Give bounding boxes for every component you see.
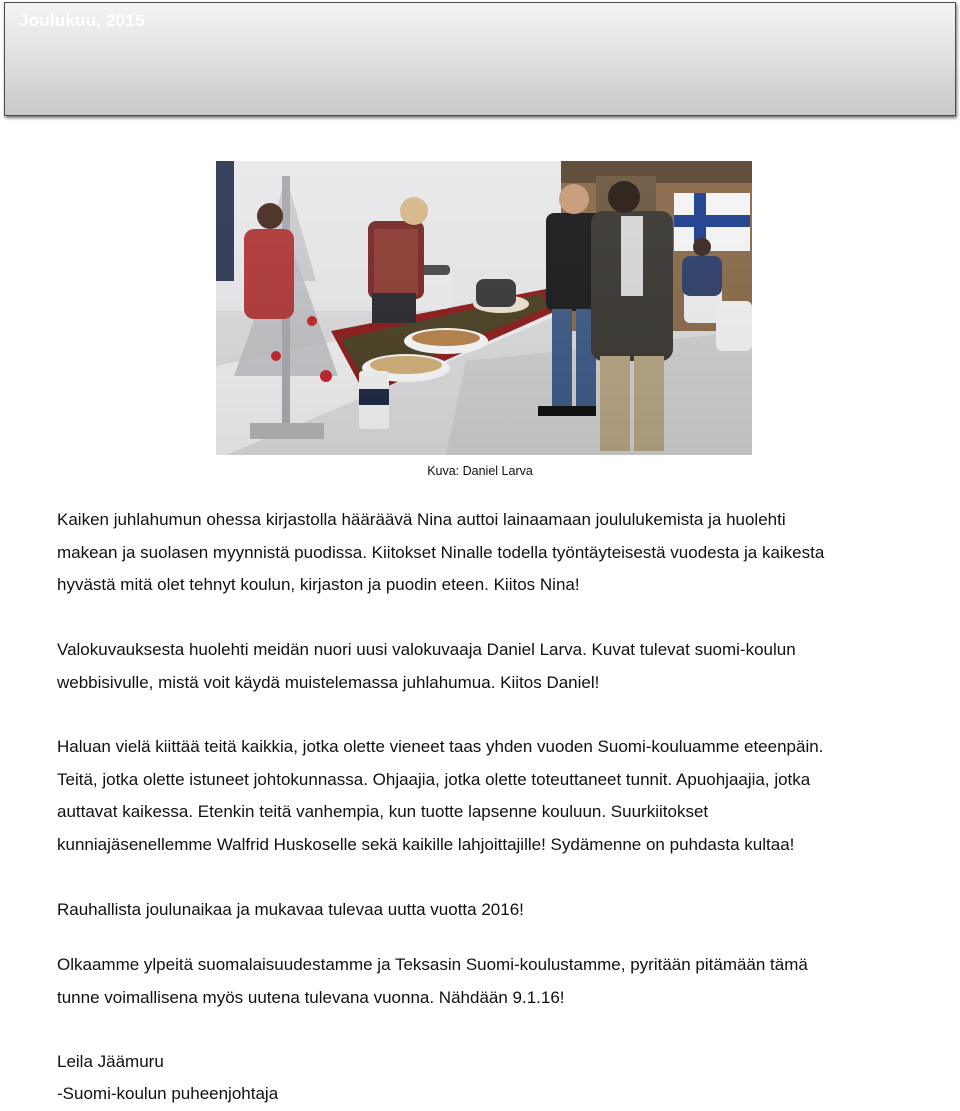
- text-line: Teitä, jotka olette istuneet johtokunnassa. Ohjaajia, jotka olette toteuttaneet tunnit. Apuohjaajia, jotka: [57, 769, 811, 789]
- text-line: Rauhallista joulunaikaa ja mukavaa tulevaa uutta vuotta 2016!: [57, 900, 524, 919]
- text-line: Olkaamme ylpeitä suomalaisuudestamme ja Teksasin Suomi-koulustamme, pyritään pitämään tämä: [57, 955, 808, 974]
- paragraph-greeting: [57, 894, 937, 927]
- text-line: makean ja suolasen myynnistä puodissa. Kiitokset Ninalle todella työntäyteisestä vuodesta ja kaikesta: [57, 542, 825, 562]
- paragraph-photography: [57, 634, 937, 699]
- text-line: Valokuvauksesta huolehti meidän nuori uusi valokuvaaja Daniel Larva. Kuvat tulevat suomi-koulun: [57, 640, 796, 659]
- christmas-party-photo: [216, 161, 752, 455]
- signature-role: -Suomi-koulun puheenjohtaja: [57, 1084, 279, 1103]
- text-line: Haluan vielä kiittää teitä kaikkia, jotka olette vieneet taas yhden vuoden Suomi-kouluamme eteenpäin.: [57, 737, 824, 756]
- paragraph-closing: [57, 949, 937, 1014]
- text-line: auttavat kaikessa. Etenkin teitä vanhempia, kun tuotte lapsenne kouluun. Suurkiitokset: [57, 802, 709, 821]
- text-line: Kaiken juhlahumun ohessa kirjastolla hääräävä Nina auttoi lainaamaan joululukemista ja huolehti: [57, 510, 786, 529]
- paragraph-nina: [57, 504, 937, 602]
- text-line: webbisivulle, mistä voit käydä muistelemassa juhlahumua. Kiitos Daniel!: [57, 672, 600, 692]
- paragraph-thanks: [57, 731, 937, 861]
- newsletter-date-title: Joulukuu, 2015: [19, 11, 145, 30]
- photo-caption: Kuva: Daniel Larva: [427, 464, 533, 478]
- header-banner: [4, 2, 956, 116]
- signature-name: Leila Jäämuru: [57, 1052, 164, 1071]
- text-line: kunniajäsenellemme Walfrid Huskoselle sekä kaikille lahjoittajille! Sydämenne on puhdasta kultaa!: [57, 834, 795, 854]
- text-line: tunne voimallisena myös uutena tulevana vuonna. Nähdään 9.1.16!: [57, 987, 565, 1007]
- text-line: hyvästä mitä olet tehnyt koulun, kirjaston ja puodin eteen. Kiitos Nina!: [57, 575, 580, 594]
